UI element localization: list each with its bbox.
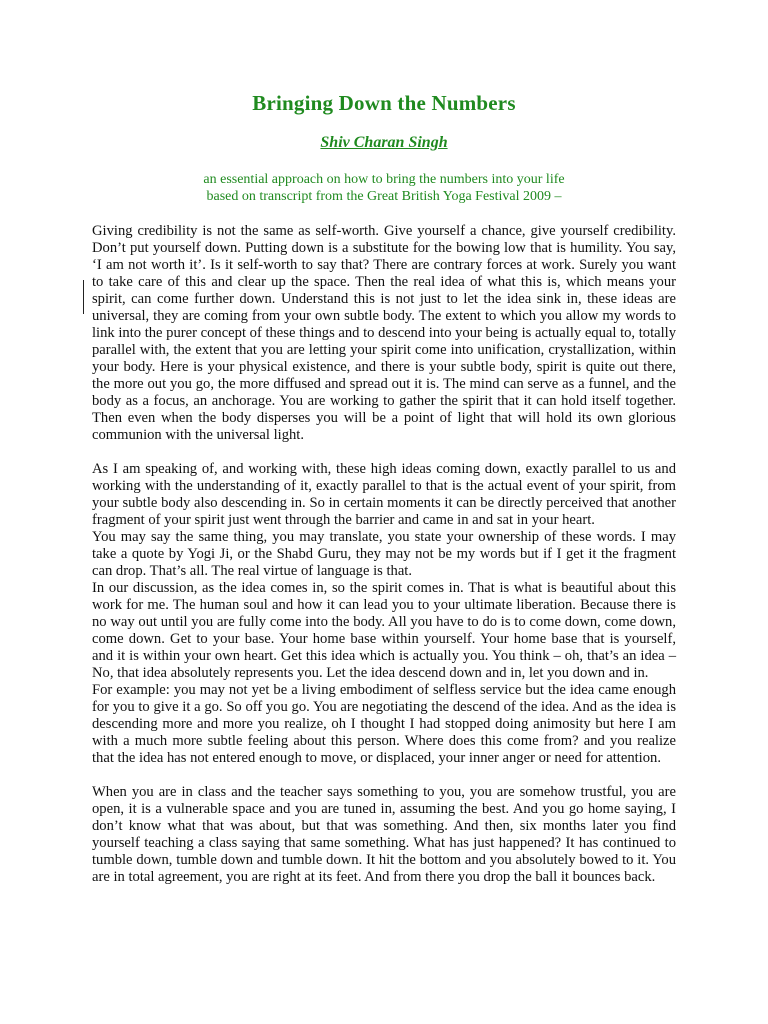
margin-change-bar bbox=[83, 280, 84, 314]
author-name: Shiv Charan Singh bbox=[320, 134, 448, 151]
subtitle-line-2: based on transcript from the Great British Yoga Festival 2009 – bbox=[206, 189, 562, 204]
body-paragraph: As I am speaking of, and working with, these high ideas coming down, exactly parallel to us and working with the understanding of it, exactly parallel to that is the actual event of your spirit, from your subtle body also descending in. So in certain moments it can be directly perceived that another fragment of your spirit just went through the barrier and came in and sat in your heart. bbox=[92, 461, 676, 528]
document-body bbox=[92, 223, 676, 886]
document-page bbox=[92, 88, 676, 886]
document-subtitle bbox=[92, 171, 676, 205]
body-paragraph: Giving credibility is not the same as self-worth. Give yourself a chance, give yourself credibility. Don’t put yourself down. Putting down is a substitute for the bowing low that is humility. You say, ‘I am not worth it’. Is it self-worth to say that? There are contrary forces at work. Surely you want to take care of this and clear up the space. Then the real idea of what this is, which means your spirit, can come further down. Understand this is not just to let the idea sink in, these ideas are universal, they are coming from your own subtle body. The extent to which you allow my words to link into the purer concept of these things and to descend into your being is actually equal to, totally parallel with, the extent that you are letting your spirit come into unification, crystallization, within your body. Here is your physical existence, and there is your subtle body, spirit is quite out there, the more out you go, the more diffused and spread out it is. The mind can serve as a funnel, and the body as a focus, an anchorage. You are working to gather the spirit that it can hold itself together. Then even when the body disperses you will be a point of light that will hold its own glorious communion with the universal light. bbox=[92, 223, 677, 443]
body-paragraph: You may say the same thing, you may translate, you state your ownership of these words. I may take a quote by Yogi Ji, or the Shabd Guru, they may not be my words but if I get it the fragment can drop. That’s all. The real virtue of language is that. bbox=[92, 529, 676, 579]
body-paragraph: For example: you may not yet be a living embodiment of selfless service but the idea came enough for you to give it a go. So off you go. You are negotiating the descend of the idea. And as the idea is descending more and more you realize, oh I thought I had stopped doing animosity but here I am with a much more subtle feeling about this person. Where does this come from? and you realize that the idea has not entered enough to move, or displaced, your inner anger or need for attention. bbox=[92, 682, 676, 766]
subtitle-line-1: an essential approach on how to bring the numbers into your life bbox=[203, 172, 565, 187]
body-paragraph: When you are in class and the teacher says something to you, you are somehow trustful, you are open, it is a vulnerable space and you are tuned in, assuming the best. And you go home saying, I don’t know what that was about, but that was something. And then, six months later you find yourself teaching a class saying that same something. What has just happened? It has continued to tumble down, tumble down and tumble down. It hit the bottom and you absolutely bowed to it. You are in total agreement, you are right at its feet. And from there you drop the ball it bounces back. bbox=[92, 784, 676, 885]
document-title: Bringing Down the Numbers bbox=[252, 91, 516, 115]
body-paragraph: In our discussion, as the idea comes in, so the spirit comes in. That is what is beautiful about this work for me. The human soul and how it can lead you to your ultimate liberation. Because there is no way out until you are fully come into the body. All you have to do is to come down, come down, come down. Get to your base. Your home base within yourself. Your home base that is yourself, and it is within your own heart. Get this idea which is actually you. You think – oh, that’s an idea – No, that idea absolutely represents you. Let the idea descend down and in, let you down and in. bbox=[92, 580, 676, 681]
